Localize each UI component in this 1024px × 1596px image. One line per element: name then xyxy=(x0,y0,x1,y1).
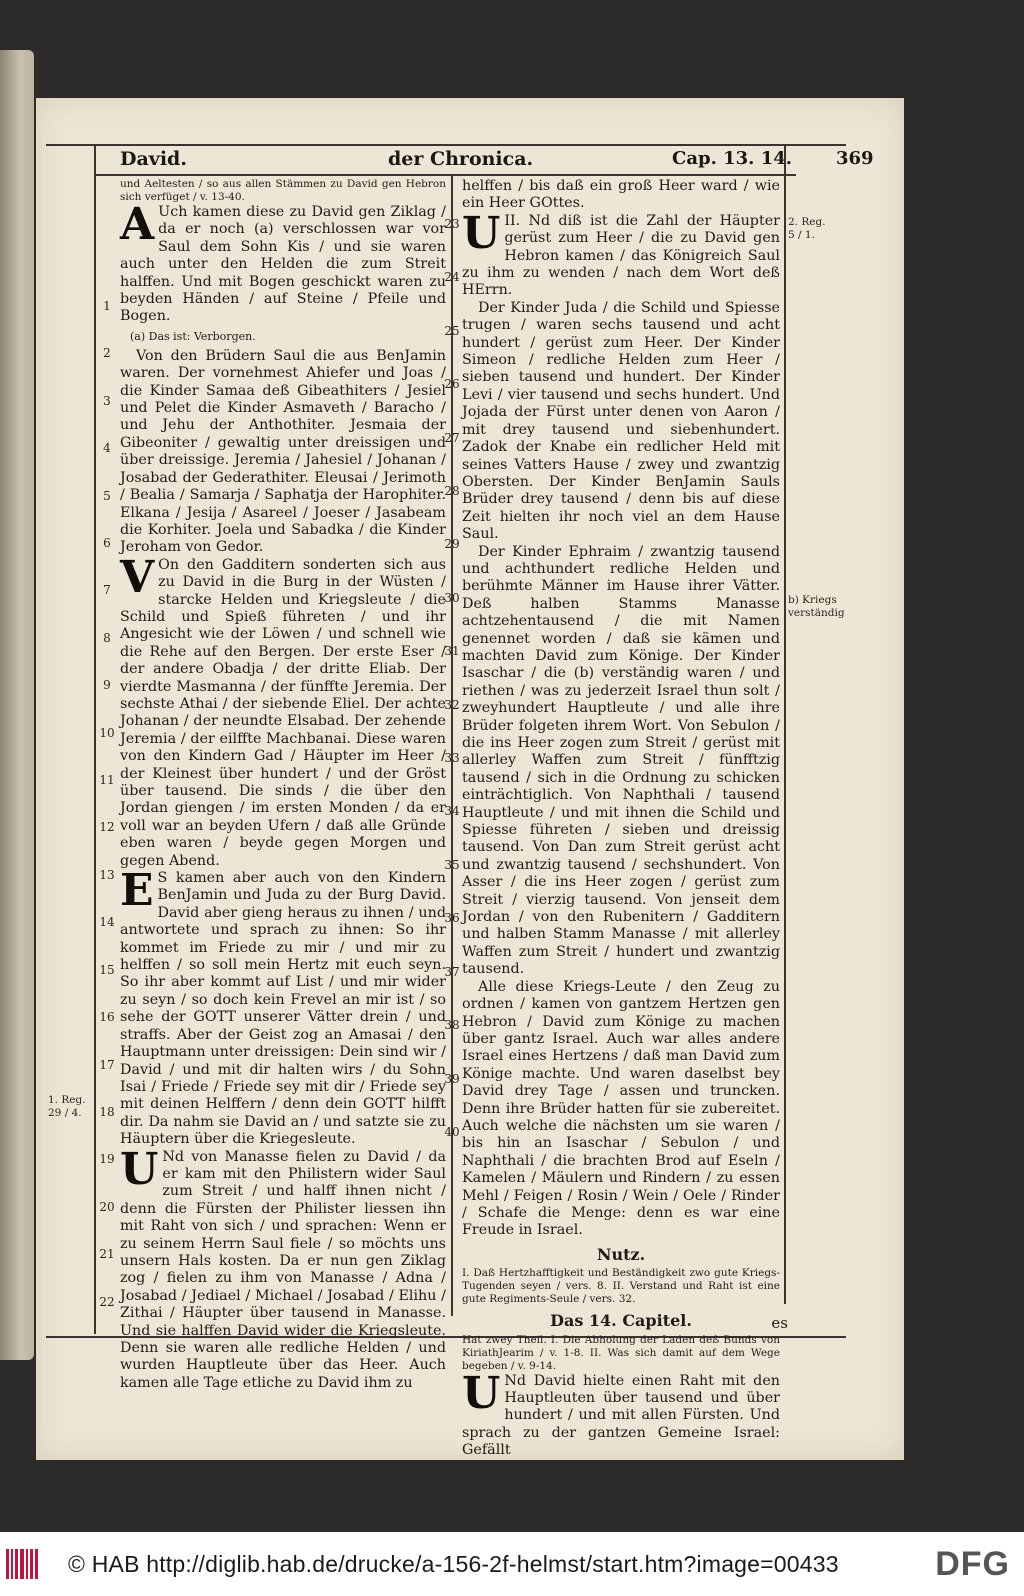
verse-number: 24 xyxy=(444,270,460,285)
verse-number: 20 xyxy=(99,1199,115,1214)
copyright-url[interactable]: © HAB http://diglib.hab.de/drucke/a-156-2f-helmst/start.htm?image=00433 xyxy=(68,1550,839,1577)
verse-number: 4 xyxy=(103,441,111,456)
nutz-text: I. Daß Hertzhafftigkeit und Beständigkeit zwo gute Kriegs-Tugenden seyen / vers. 8. II. Verstand und Raht ist eine gute Regiments-Seule / vers. 32. xyxy=(462,1267,780,1306)
page-number: 369 xyxy=(836,148,874,169)
footnote-a: (a) Das ist: Verborgen. xyxy=(130,329,256,343)
running-head-center: der Chronica. xyxy=(388,148,534,170)
verse-number: 32 xyxy=(444,697,460,712)
paragraph: Der Kinder Ephraim / zwantzig tausend und achthundert redliche Helden und berühmte Männer im Hause ihrer Vätter. Deß halben Stamms Manasse achtzehentausend / die mit Namen genennet worden / daß sie kämen und machten David zum Könige. Der Kinder Isaschar / die (b) verständig waren / und riethen / was zu jederzeit Israel thun solt / zweyhundert Hauptleute / und alle ihre Brüder folgeten ihrem Wort. Von Sebulon / die ins Heer zogen zum Streit / gerüst mit allerley Waffen zum Streit / fünfftzig tausend / sich in die Ordnung zu schicken einträchtiglich. Von Naphthali / tausend Hauptleute / und mit ihnen die Schild und Spiesse führeten / sieben und dreissig tausend. Von Dan zum Streit gerüst acht und zwantzig tausend / sechshundert. Von Asser / die ins Heer zogen / gerüst zum Streit / vierzig tausend. Von jenseit dem Jordan / von den Rubenitern / Gadditern und halben Stamm Manasse / mit allerley Waffen zum Streit / hundert und zwantzig tausend. xyxy=(462,543,780,978)
verse-number: 3 xyxy=(103,393,111,408)
verse-number: 15 xyxy=(99,962,115,977)
verse-number: 6 xyxy=(103,536,111,551)
verse-number: 40 xyxy=(444,1124,460,1139)
frame-right-rule xyxy=(784,144,786,1304)
verse-number: 7 xyxy=(103,583,111,598)
running-head-chapter: Cap. 13. 14. xyxy=(672,148,793,169)
drop-initial: A xyxy=(120,199,155,250)
running-head-left: David. xyxy=(120,148,187,170)
verse-number: 1 xyxy=(103,299,111,313)
verse-number: 2 xyxy=(103,346,111,361)
verse-number: 9 xyxy=(103,678,111,693)
dfg-logo: DFG xyxy=(935,1544,1010,1583)
verse-number: 12 xyxy=(99,820,115,835)
verse-number: 10 xyxy=(99,725,115,740)
verse-number: 11 xyxy=(99,773,115,788)
paragraph: V On den Gadditern sonderten sich aus zu David in die Burg in der Wüsten / starcke Helden und Kriegsleute / die Schild und Spieß führeten / und ihr Angesicht wie der Löwen / und schnell wie die Rehe auf den Bergen. Der erste Eser / der andere Obadja / der dritte Eliab. Der vierdte Masmanna / der fünffte Jeremia. Der sechste Athai / der siebende Eliel. Der achte Johanan / der neundte Elsabad. Der zehende Jeremia / der eilffte Machbanai. Diese waren von den Kindern Gad / Häupter im Heer / der Kleinest über hundert / und der Gröst über tausend. Die sinds / die über den Jordan giengen / im ersten Monden / da er voll war an beyden Ufern / daß alle Gründe eben waren / beyde gegen Morgen und gegen Abend. xyxy=(120,551,446,869)
summary-text: und Aeltesten / so aus allen Stämmen zu David gen Hebron sich verfüget / v. 13-40. xyxy=(120,178,446,203)
verse-number: 33 xyxy=(444,751,460,766)
margin-note-right-top: 2. Reg. 5 / 1. xyxy=(788,216,826,241)
verse-number: 34 xyxy=(444,804,460,819)
verse-number: 25 xyxy=(444,323,460,338)
verse-number: 8 xyxy=(103,630,111,645)
verse-number: 28 xyxy=(444,484,460,499)
verse-number: 36 xyxy=(444,911,460,926)
verse-number: 26 xyxy=(444,377,460,392)
paragraph: Der Kinder Juda / die Schild und Spiesse trugen / waren sechs tausend und acht hundert / gerüst zum Heer. Der Kinder Simeon / redliche Helden zum Heer / sieben tausend und hundert. Der Kinder Levi / vier tausend und sechs hundert. Und Jojada der Fürst unter denen von Aaron / mit drey tausend und siebenhundert. Zadok der Knabe ein redlicher Held mit seines Vatters Hause / zwey und zwantzig Obersten. Der Kinder BenJamin Sauls Brüder drey tausend / denn bis auf diese Zeit hielten ihr noch viel an dem Hause Saul. xyxy=(462,299,780,543)
verse-number: 14 xyxy=(99,915,115,930)
frame-left-rule xyxy=(94,144,96,1334)
paragraph: II. U Nd diß ist die Zahl der Häupter gerüst zum Heer / die zu David gen Hebron kamen / das Königreich Saul zu ihm zu wenden / nach dem Wort deß HErrn. xyxy=(462,207,780,299)
chapter-summary: Hat zwey Theil. I. Die Abholung der Laden deß Bunds von KiriathJearim / v. 1-8. II. Was sich damit auf dem Wege begeben / v. 9-14. xyxy=(462,1333,780,1372)
verse-number: 38 xyxy=(444,1018,460,1033)
book-page xyxy=(36,98,904,1460)
margin-note-right-mid: b) Kriegs verständig xyxy=(788,594,845,619)
verse-number: 22 xyxy=(99,1294,115,1309)
verse-number: 37 xyxy=(444,964,460,979)
verse-number: 30 xyxy=(444,590,460,605)
header-rule-bottom xyxy=(96,174,796,176)
verse-number: 21 xyxy=(99,1247,115,1262)
nutz-heading: Nutz. xyxy=(596,1244,646,1264)
drop-initial: U xyxy=(120,1143,159,1195)
verse-number: 19 xyxy=(99,1152,115,1167)
footer-bar xyxy=(0,1532,1024,1596)
verse-number: 23 xyxy=(444,217,460,231)
right-text-column xyxy=(462,178,780,1460)
paragraph: E S kamen aber auch von den Kindern BenJamin und Juda zu der Burg David. David aber gieng heraus zu ihnen / und antwortete und sprach zu ihnen: So ihr kommet im Friede zu mir / und mir zu helffen / so soll mein Hertz mit euch seyn. So ihr aber kommt auf List / und mir wider zu seyn / so doch kein Frevel an mir ist / so sehe der GOTT unserer Vätter drein / und straffs. Aber der Geist zog an Amasai / den Hauptmann unter dreissigen: Dein sind wir / David / und mit dir halten wirs / du Sohn Isai / Friede / Friede sey mit dir / Friede sey mit deinen Helffern / denn dein GOTT hilfft dir. Da nahm sie David an / und satzte sie zu Häuptern über die Kriegesleute. xyxy=(120,865,446,1148)
chapter-heading: Das 14. Capitel. xyxy=(550,1311,692,1331)
verse-numbers-left xyxy=(98,298,116,1341)
paragraph: U Nd David hielte einen Raht mit den Hauptleuten über tausend und über hundert / und mit allen Fürsten. Und sprach zu der gantzen Gemeine Israel: Gefällt xyxy=(462,1367,780,1459)
paragraph: Alle diese Kriegs-Leute / den Zeug zu ordnen / kamen von gantzem Hertzen gen Hebron / David zum Könige zu machen über gantz Israel. Auch war alles andere Israel eines Hertzens / daß man David zum Könige machte. Und waren daselbst bey David drey Tage / assen und truncken. Denn ihre Brüder hatten für sie zubereitet. Auch welche die nächsten um sie waren / bis hin an Isaschar / Sebulon / und Naphthali / die brachten Brod auf Eseln / Kamelen / Mäulern und Rindern / zu essen Mehl / Feigen / Rosin / Wein / Oele / Rinder / Schafe die Menge: denn es war eine Freude in Israel. xyxy=(462,978,780,1239)
paragraph: A Uch kamen diese zu David gen Ziklag / da er noch (a) verschlossen war vor Saul dem Sohn Kis / und sie waren auch unter den Helden die zum Streit halffen. Und mit Bogen geschickt waren zu beyden Händen / auf Steine / Pfeile und Bogen. xyxy=(120,199,446,325)
adjacent-page-edge xyxy=(0,50,34,1360)
paragraph: U Nd von Manasse fielen zu David / da er kam mit den Philistern wider Saul zum Streit / und halff ihnen nicht / denn die Fürsten der Philister liessen ihn mit Raht von sich / und sprachen: Wenn er zu seinem Herrn Saul fiele / so möchts uns unsern Hals kosten. Da er nun gen Ziklag zog / fielen zu ihm von Manasse / Adna / Josabad / Jediael / Michael / Josabad / Elihu / Zithai / Häupter über tausend in Manasse. Und sie halffen David wider die Kriegsleute. Denn sie waren alle redliche Helden / und wurden Hauptleute über das Heer. Auch kamen alle Tage etliche zu David ihm zu xyxy=(120,1143,446,1391)
verse-number: 29 xyxy=(444,537,460,552)
drop-initial: V xyxy=(120,551,155,603)
header-rule-top xyxy=(46,144,846,146)
verse-number: 13 xyxy=(99,867,115,882)
drop-initial: U xyxy=(462,207,501,259)
paragraph: helffen / bis daß ein groß Heer ward / wie ein Heer GOttes. xyxy=(462,178,780,212)
barcode-icon xyxy=(6,1549,48,1579)
verse-number: 16 xyxy=(99,1010,115,1025)
drop-initial: E xyxy=(120,865,154,917)
margin-note-left-bottom: 1. Reg. 29 / 4. xyxy=(48,1094,86,1119)
verse-number: 35 xyxy=(444,857,460,872)
verse-number: 27 xyxy=(444,430,460,445)
verse-number: 5 xyxy=(103,488,111,503)
paragraph: Von den Brüdern Saul die aus BenJamin waren. Der vornehmest Ahiefer und Joas / die Kinder Samaa deß Gibeathiters / Jesiel und Pelet die Kinder Asmaveth / Baracho / und Jehu der Anthothiter. Jesmaia der Gibeoniter / gewaltig unter dreissigen und über dreissige. Jeremia / Jahesiel / Johanan / Josabad der Gederathiter. Eleusai / Jerimoth / Bealia / Samarja / Saphatja der Harophiter. Elkana / Jesija / Asareel / Joeser / Jasabeam die Korhiter. Joela und Sabadka / die Kinder Jeroham von Gedor. xyxy=(120,347,446,556)
verse-number: 31 xyxy=(444,644,460,659)
catchword: es xyxy=(771,1314,788,1332)
drop-initial: U xyxy=(462,1367,501,1419)
verse-number: 18 xyxy=(99,1104,115,1119)
verse-number: 17 xyxy=(99,1057,115,1072)
verse-number: 39 xyxy=(444,1071,460,1086)
left-text-column xyxy=(120,178,446,1392)
